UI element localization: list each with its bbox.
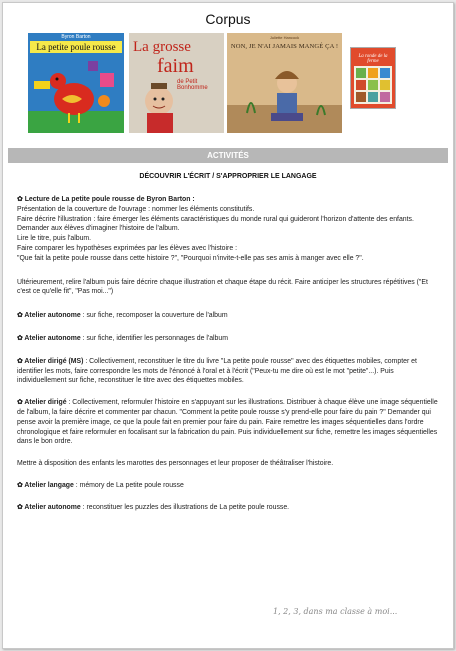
document-page — [2, 2, 454, 649]
lecture-line: "Que fait la petite poule rousse dans cette histoire ?", "Pourquoi n'invite-t-elle pas ses amis à manger avec elle ?". — [17, 254, 364, 262]
atelier-item — [17, 481, 441, 491]
cover-petite-poule-rousse — [28, 33, 124, 133]
farm-illustration — [351, 48, 395, 108]
cover-title: La petite poule rousse — [30, 41, 122, 53]
cover-subtitle: de Petit Bonhomme — [177, 79, 208, 91]
atelier-text: : Collectivement, reformuler l'histoire en s'appuyant sur les illustrations. Distribuer à chaque élève une image séquentielle de l'album, la faire décrire et commenter par chacun. "Comment la petite poule rousse s'y prend-elle pour faire du pain ?" Demander qui pense avoir la première image, ce que la poule fait en premier pour faire du pain. Faire remettre les images séquentielles dans l'ordre chronologique et faire reformuler en focalisant sur la fabrication du pain. Puis individuellement sur fiche, remettre les images séquentielles dans le bon ordre. — [17, 399, 438, 446]
atelier-label: ✿ Atelier autonome — [17, 334, 81, 342]
document-body — [17, 195, 441, 513]
lecture-line: Faire décrire l'illustration : faire émerger les éléments caractéristiques du monde rural qui guideront l'horizon d'attente des enfants. — [17, 215, 414, 223]
page-title: Corpus — [205, 11, 251, 27]
cover-ronde-ferme — [350, 47, 396, 109]
atelier-label: ✿ Atelier langage — [17, 481, 74, 489]
atelier-label: ✿ Atelier dirigé (MS) — [17, 357, 84, 365]
cover-author: Juliette Hancock — [269, 35, 300, 40]
lecture-line: Présentation de la couverture de l'ouvrage : nommer les éléments constitutifs. — [17, 205, 255, 213]
atelier-text: : mémory de La petite poule rousse — [73, 481, 184, 489]
atelier-item — [17, 357, 441, 386]
atelier-label: ✿ Atelier autonome — [17, 503, 81, 511]
cover-author: Byron Barton — [61, 34, 91, 40]
hen-illustration — [28, 33, 124, 133]
paragraph-ulterieur: Ultérieurement, relire l'album puis faire décrire chaque illustration et chaque étape du récit. Faire anticiper les structures répétitives ("Et c'est ce qu'elle fit", "Pas moi...") — [17, 278, 428, 296]
cover-jamais-mange-ca — [227, 33, 342, 133]
activities-banner: ACTIVITÉS — [8, 148, 448, 163]
cover-grosse-faim — [129, 33, 224, 133]
atelier-item — [17, 503, 441, 513]
atelier-item — [17, 334, 441, 344]
cover-title-line2: faim — [157, 55, 194, 77]
lecture-line: Faire comparer les hypothèses exprimées par les élèves avec l'histoire : — [17, 244, 237, 252]
atelier-text: : reconstituer les puzzles des illustrations de La petite poule rousse. — [80, 503, 290, 511]
atelier-text: : sur fiche, recomposer la couverture de l'album — [80, 312, 228, 320]
atelier-text: : Collectivement, reconstituer le titre du livre "La petite poule rousse" avec des étiquettes mobiles, compter et identifier les mots, faire correspondre les mots de l'énoncé à l'oral et à l'écrit ("Peux-tu me dire où est le mot "petite"...). Puis individuellement sur fiche, reconstituer le titre avec des étiquettes mobiles. — [17, 357, 417, 385]
section-title: DÉCOUVRIR L'ÉCRIT / S'APPROPRIER LE LANGAGE — [139, 173, 317, 180]
atelier-item — [17, 311, 441, 321]
lecture-line: Demander aux élèves d'imaginer l'histoire de l'album. — [17, 225, 180, 233]
cover-title-line1: La grosse — [133, 39, 191, 55]
signature: 1, 2, 3, dans ma classe à moi... — [273, 607, 398, 616]
lecture-line: Lire le titre, puis l'album. — [17, 235, 92, 243]
cover-title: La ronde de la ferme — [358, 54, 388, 64]
cover-title: NON, JE N'AI JAMAIS MANGÉ ÇA ! — [230, 43, 339, 50]
atelier-item — [17, 398, 441, 447]
lecture-heading: ✿ Lecture de La petite poule rousse de Byron Barton : — [17, 196, 195, 203]
book-covers — [3, 33, 453, 137]
paragraph-marottes: Mettre à disposition des enfants les marottes des personnages et leur proposer de théâtraliser l'histoire. — [17, 460, 334, 468]
atelier-text: : sur fiche, identifier les personnages de l'album — [80, 334, 228, 342]
atelier-label: ✿ Atelier dirigé — [17, 399, 67, 407]
atelier-label: ✿ Atelier autonome — [17, 312, 81, 320]
